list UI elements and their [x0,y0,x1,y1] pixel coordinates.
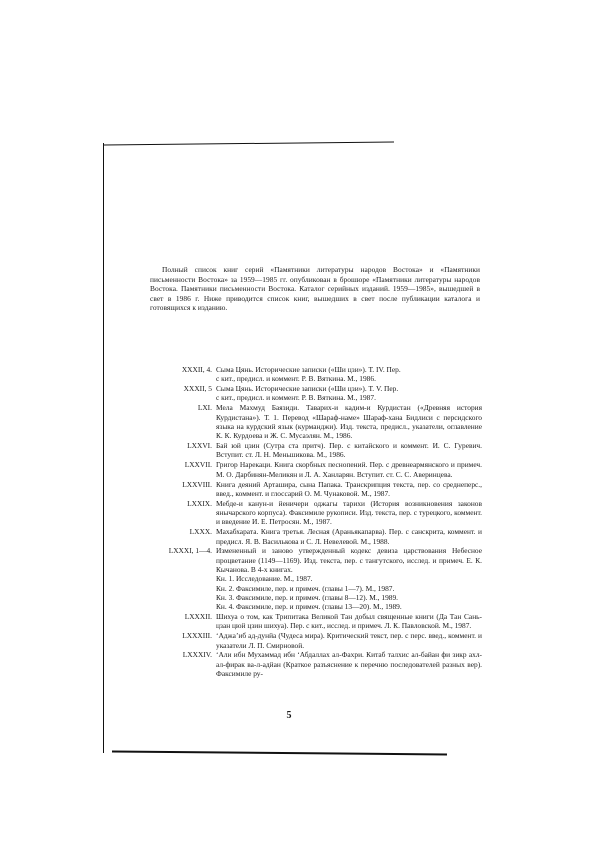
entries-list [100,365,482,679]
intro-paragraph: Полный список книг серий «Памятники литературы народов Востока» и «Памятники письменности Востока» за 1959—1985 гг. опубликован в брошюре «Памятники литературы народов Востока. Памятники письменности Востока. Каталог серийных изданий. 1959—1985», вышедшей в свет в 1986 г. Ниже приводится список книг, вышедших в свет после публикации каталога и готовящихся к изданию. [150,265,480,313]
entry-number: LXXXIII. [182,631,212,641]
entry-number: LXXIX. [187,498,212,508]
entry-line: Махабхарата. Книга третья. Лесная (Араньякапарва). Пер. с санскрита, коммент. и предисл. Я. В. Василькова и С. Л. Невелевой. М., 1988. [216,527,482,546]
entry-text [216,527,482,546]
entry-line: Шихуа о том, как Трипитака Великой Тан добыл священные книги (Да Тан Сань-цзан цюй цзин шихуа). Пер. с кит., исслед. и примеч. Л. К. Павловской. М., 1987. [216,612,482,631]
entry-number: XXXII, 4. [181,365,212,374]
entry-number: LXXVII. [184,460,212,470]
entry-line: с кит., предисл. и коммент. Р. В. Вяткина. М., 1987. [216,393,376,403]
catalog-entry [100,441,482,460]
catalog-entry [100,546,482,611]
catalog-entry [100,365,482,384]
entry-number: LXI. [197,403,212,413]
entry-line: Кн. 1. Исследование. М., 1987. [216,574,313,584]
entry-text [216,612,482,631]
catalog-entry [100,650,482,678]
entry-text [216,460,482,479]
catalog-entry [100,384,482,403]
entry-number: LXXX. [189,527,212,537]
entry-text [216,650,482,678]
catalog-entry [100,499,482,527]
entry-number: XXXII, 5 [183,384,212,394]
catalog-entry [100,631,482,650]
entry-text [216,403,482,440]
entry-line: Книга деяний Арташира, сына Папака. Транскрипция текста, пер. со среднеперс., введ., коммент. и глоссарий О. М. Чунаковой. М., 1987. [216,479,482,498]
entry-line: Кн. 3. Факсимиле, пер. и примеч. (главы 8—12). М., 1989. [216,592,399,602]
entry-number: LXXVIII. [182,479,212,489]
entry-text [216,384,482,403]
entry-text [216,441,482,460]
entry-line: Григор Нарекаци. Книга скорбных песнопений. Пер. с древнеармянского и примеч. М. О. Дарбинян-Меликян и Л. А. Ханларян. Вступит. ст. С. С. Аверинцева. [216,460,482,479]
entry-text [216,480,482,499]
catalog-entry [100,460,482,479]
scan-edge-top [104,141,394,145]
catalog-entry [100,403,482,440]
catalog-entry [100,480,482,499]
entry-line: ʻАли ибн Мухаммад ибн ʻАбдаллах ал-Фахри. Китаб талхис ал-байан фи зикр ахл-ал-фирак ва-л-адйан (Краткое разъяснение к перечню последователей разных вер). Факсимиле ру- [216,650,482,679]
entry-text [216,631,482,650]
page-number: 5 [286,710,292,721]
entry-line: Кн. 2. Факсимиле, пер. и примеч. (главы 1—7). М., 1987. [216,583,395,593]
entry-line: Измененный и заново утвержденный кодекс девиза царствования Небесное процветание (1149—1169). Изд. текста, пер. с тангутского, исслед. и примеч. Е. К. Кычанова. В 4-х книгах. [216,546,482,574]
catalog-entry [100,612,482,631]
entry-line: Мела Махмуд Баязиди. Таварих-и кадим-и Курдистан («Древняя история Курдистана»). Т. 1. Перевод «Шараф-наме» Шараф-хана Бидлиси с персидского языка на курдский язык (курманджи). Изд. текста, предисл., указатели, оглавление К. К. Курдоева и Ж. С. Мусаэлян. М., 1986. [216,403,482,441]
catalog-entry [100,527,482,546]
entry-line: Бай юй цзин (Сутра ста притч). Пер. с китайского и коммент. И. С. Гуревич. Вступит. ст. Л. Н. Меньшикова. М., 1986. [216,441,482,460]
entry-line: ʻАджаʼиб ад-дунйа (Чудеса мира). Критический текст, пер. с перс. введ., коммент. и указатели Л. П. Смирновой. [216,631,482,650]
entry-line: Сыма Цянь. Исторические записки («Ши цзи»). Т. V. Пер. [216,384,399,394]
entry-number: LXXXI, 1—4. [168,546,212,556]
entry-text [216,546,482,611]
entry-line: Сыма Цянь. Исторические записки («Ши цзи»). Т. IV. Пер. [216,365,401,374]
entry-text [216,499,482,527]
entry-line: Мебде-и канун-и йеничери оджагы тарихи (История возникновения законов янычарского корпуса). Факсимиле рукописи. Изд. текста, пер. с турецкого, коммент. и введение И. Е. Петросян. М., 1987. [216,498,482,527]
scan-edge-bottom [112,751,447,755]
entry-text [216,365,482,384]
entry-line: с кит., предисл. и коммент. Р. В. Вяткина. М., 1986. [216,374,376,384]
entry-number: LXXXIV. [182,650,212,660]
entry-line: Кн. 4. Факсимиле, пер. и примеч. (главы 13—20). М., 1989. [216,602,402,612]
entry-number: LXXVI. [187,441,212,451]
entry-number: LXXXII. [184,612,212,622]
